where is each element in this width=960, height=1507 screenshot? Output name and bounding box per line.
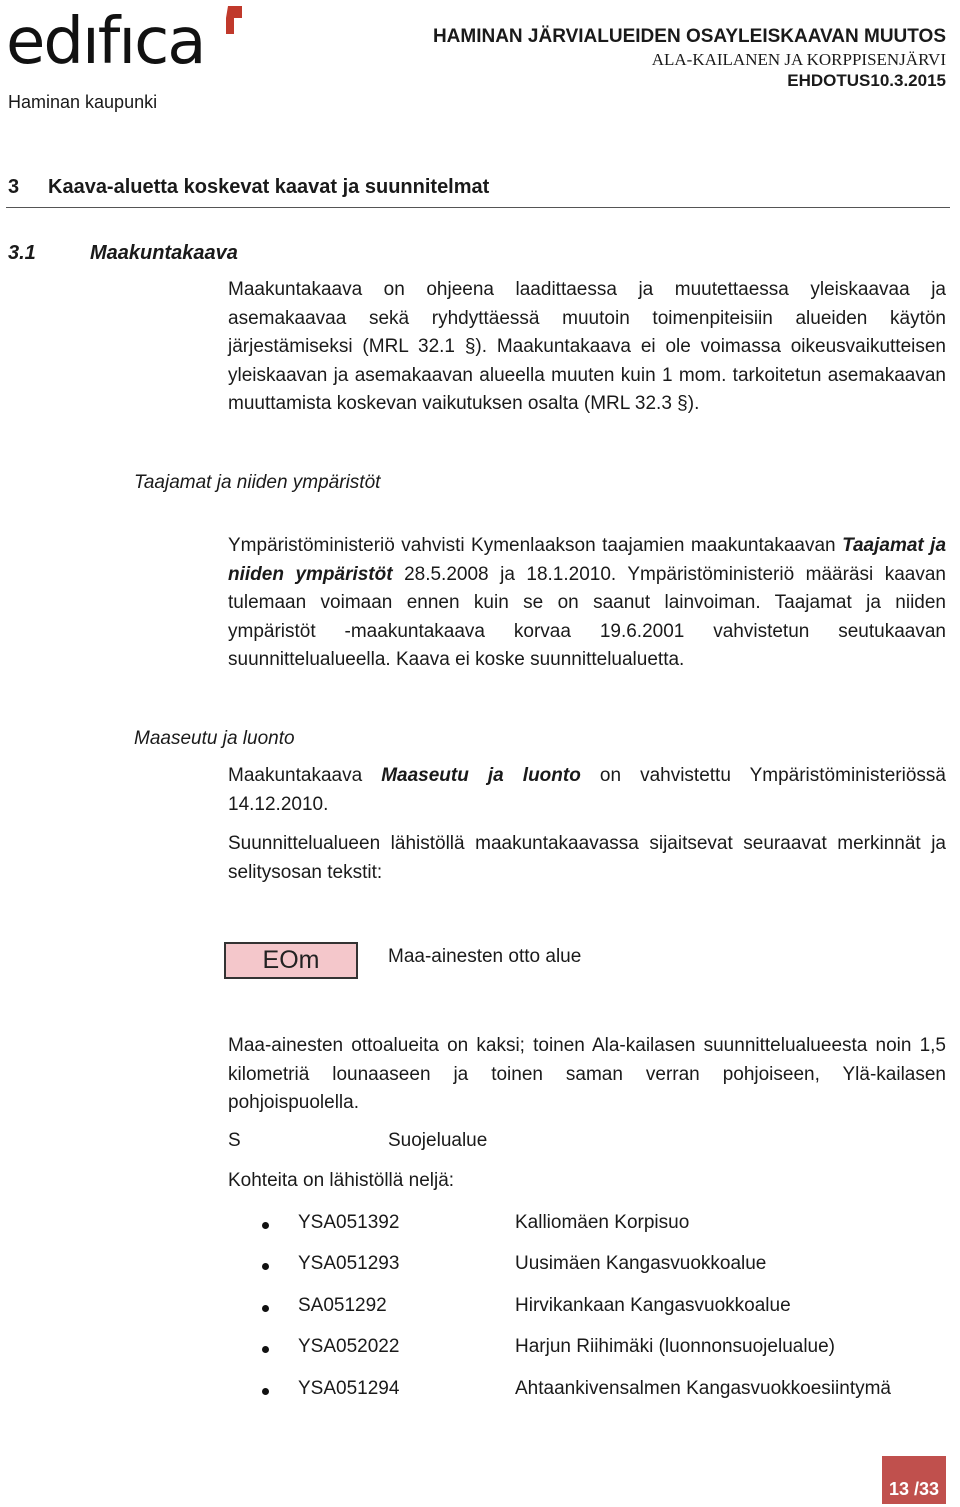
maaseutu-plan-name: Maaseutu ja luonto [381, 765, 581, 786]
list-item-code: YSA051294 [298, 1378, 400, 1399]
section-number: 3 [8, 176, 20, 198]
taajamat-plan-name: Taajamat ja niiden ympäristöt [228, 535, 947, 585]
list-item-name: Hirvikankaan Kangasvuokkoalue [515, 1295, 791, 1316]
bullet-icon [262, 1346, 269, 1353]
list-item-code: YSA052022 [298, 1336, 400, 1357]
list-item-name: Ahtaankivensalmen Kangasvuokkoesiintymä [515, 1378, 891, 1399]
bullet-icon [262, 1388, 269, 1395]
legend-eom-label: Maa-ainesten otto alue [388, 946, 582, 967]
list-item-name: Kalliomäen Korpisuo [515, 1212, 690, 1233]
list-item-name: Harjun Riihimäki (luonnonsuojelualue) [515, 1336, 836, 1357]
list-item-name: Uusimäen Kangasvuokkoalue [515, 1253, 767, 1274]
list-item-code: YSA051293 [298, 1253, 400, 1274]
section-divider [6, 207, 950, 208]
page-number: 13 /33 [888, 1479, 940, 1499]
document-subtitle: ALA-KAILANEN JA KORPPISENJÄRVI [651, 50, 946, 69]
bullet-icon [262, 1263, 269, 1270]
city-name: Haminan kaupunki [8, 92, 158, 112]
taajamat-text-2: 28.5.2008 ja 18.1.2010. Ympäristöministeriö määräsi kaavan tulemaan voimaan ennen kuin se on saanut lainvoiman. Taajamat ja niiden ympäristöt -maakuntakaava korvaa 19.6.2001 vahvistetun seutukaavan suunnittelualueella. Kaava ei koske suunnittelualuetta. [228, 563, 946, 670]
page-number-badge [882, 1456, 946, 1504]
bullet-icon [262, 1222, 269, 1229]
maaseutu-paragraph-2: Suunnittelualueen lähistöllä maakuntakaavassa sijaitsevat seuraavat merkinnät ja selitysosan tekstit: [228, 833, 946, 883]
maaseutu-heading: Maaseutu ja luonto [134, 728, 295, 749]
document-date: EHDOTUS10.3.2015 [787, 71, 946, 90]
maaseutu-paragraph-1 [228, 762, 946, 819]
suojelualue-intro: Kohteita on lähistöllä neljä: [228, 1170, 455, 1191]
logo-mark-icon [222, 4, 246, 38]
suojelualue-label: Suojelualue [388, 1130, 488, 1151]
suojelualue-code: S [228, 1130, 241, 1151]
edifica-logo: edıfıca [6, 5, 205, 79]
list-item-code: YSA051392 [298, 1212, 400, 1233]
taajamat-heading: Taajamat ja niiden ympäristöt [134, 472, 381, 493]
subsection-title: Maakuntakaava [90, 242, 238, 264]
maaseutu-text-2: on vahvistettu Ympäristöministeriössä 14.12.2010. [228, 765, 946, 815]
subsection-heading [8, 242, 238, 265]
document-title: HAMINAN JÄRVIALUEIDEN OSAYLEISKAAVAN MUUTOS [432, 26, 946, 47]
legend-eom-box [224, 942, 358, 979]
section-title: Kaava-aluetta koskevat kaavat ja suunnitelmat [48, 176, 490, 198]
legend-eom-code: EOm [262, 946, 320, 974]
bullet-icon [262, 1305, 269, 1312]
intro-paragraph: Maakuntakaava on ohjeena laadittaessa ja muutettaessa yleiskaavaa ja asemakaavaa sekä ryhdyttäessä muutoin toimenpiteisiin alueiden käytön järjestämiseksi (MRL 32.1 §). Maakuntakaava ei ole voimassa oikeusvaikutteisen yleiskaavan ja asemakaavan alueella muuten kuin 1 mom. tarkoitetun asemakaavan muuttamista koskevan vaikutuksen osalta (MRL 32.3 §). [228, 279, 946, 414]
maa-ainesten-paragraph: Maa-ainesten ottoalueita on kaksi; toinen Ala-kailasen suunnittelualueesta noin 1,5 kilometriä lounaaseen ja toinen saman verran pohjoiseen, Ylä-kailasen pohjoispuolella. [228, 1035, 946, 1113]
taajamat-text-1: Ympäristöministeriö vahvisti Kymenlaakson taajamien maakuntakaavan [228, 535, 836, 556]
list-item-code: SA051292 [298, 1295, 387, 1316]
section-heading [8, 176, 489, 199]
subsection-number: 3.1 [8, 242, 36, 264]
maaseutu-text-1: Maakuntakaava [228, 765, 382, 786]
taajamat-paragraph [228, 532, 946, 675]
